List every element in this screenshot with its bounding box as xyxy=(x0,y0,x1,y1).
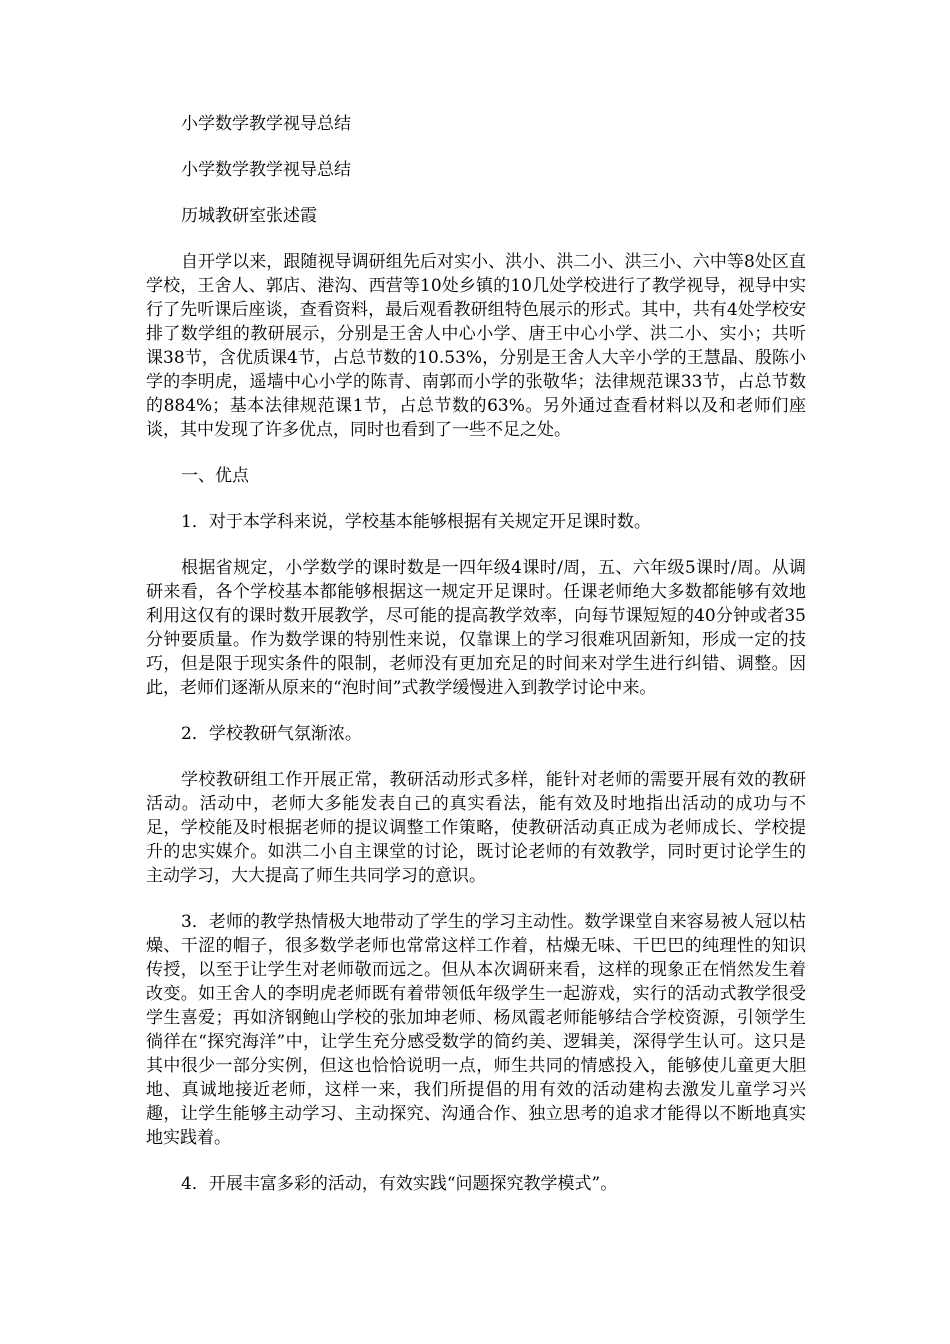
point-3-body: 3．老师的教学热情极大地带动了学生的学习主动性。数学课堂自来容易被人冠以枯燥、干涩的帽子，很多数学老师也常常这样工作着，枯燥无味、干巴巴的纯理性的知识传授，以至于让学生对老师敬而远之。但从本次调研来看，这样的现象正在悄然发生着改变。如王舍人的李明虎老师既有着带领低年级学生一起游戏，实行的活动式教学很受学生喜爱；再如济钢鲍山学校的张加坤老师、杨凤霞老师能够结合学校资源，引领学生徜徉在“探究海洋”中，让学生充分感受数学的简约美、逻辑美，深得学生认可。这只是其中很少一部分实例，但这也恰恰说明一点，师生共同的情感投入，能够使儿童更大胆地、真诚地接近老师，这样一来，我们所提倡的用有效的活动建构去激发儿童学习兴趣，让学生能够主动学习、主动探究、沟通合作、独立思考的追求才能得以不断地真实地实践着。 xyxy=(146,912,806,1148)
document-title: 小学数学教学视导总结 xyxy=(181,114,351,134)
document-page xyxy=(146,112,806,1196)
point-2-heading: 2．学校教研气氛渐浓。 xyxy=(181,724,362,744)
section-heading-advantages: 一、优点 xyxy=(181,466,249,486)
point-1-body: 根据省规定，小学数学的课时数是一四年级4课时/周，五、六年级5课时/周。从调研来看，各个学校基本都能够根据这一规定开足课时。任课老师绝大多数都能够有效地利用这仅有的课时数开展教学，尽可能的提高教学效率，向每节课短短的40分钟或者35分钟要质量。作为数学课的特别性来说，仅靠课上的学习很难巩固新知，形成一定的技巧，但是限于现实条件的限制，老师没有更加充足的时间来对学生进行纠错、调整。因此，老师们逐渐从原来的“泡时间”式教学缓慢进入到教学讨论中来。 xyxy=(146,558,806,698)
point-2-body: 学校教研组工作开展正常，教研活动形式多样，能针对老师的需要开展有效的教研活动。活动中，老师大多能发表自己的真实看法，能有效及时地指出活动的成功与不足，学校能及时根据老师的提议调整工作策略，使教研活动真正成为老师成长、学校提升的忠实媒介。如洪二小自主课堂的讨论，既讨论老师的有效教学，同时更讨论学生的主动学习，大大提高了师生共同学习的意识。 xyxy=(146,770,806,886)
paragraph-intro: 自开学以来，跟随视导调研组先后对实小、洪小、洪二小、洪三小、六中等8处区直学校，王舍人、郭店、港沟、西营等10处乡镇的10几处学校进行了教学视导，视导中实行了先听课后座谈，查看资料，最后观看教研组特色展示的形式。其中，共有4处学校安排了数学组的教研展示，分别是王舍人中心小学、唐王中心小学、洪二小、实小；共听课38节，含优质课4节，占总节数的10.53%，分别是王舍人大辛小学的王慧晶、殷陈小学的李明虎，遥墙中心小学的陈青、南郭而小学的张敬华；法律规范课33节，占总节数的884%；基本法律规范课1节，占总节数的63%。另外通过查看材料以及和老师们座谈，其中发现了许多优点，同时也看到了一些不足之处。 xyxy=(146,252,806,440)
document-subtitle: 小学数学教学视导总结 xyxy=(181,160,351,180)
point-1-heading: 1．对于本学科来说，学校基本能够根据有关规定开足课时数。 xyxy=(181,512,651,532)
document-author: 历城教研室张述霞 xyxy=(181,206,317,226)
point-4-heading: 4．开展丰富多彩的活动，有效实践“问题探究教学模式”。 xyxy=(181,1174,618,1194)
